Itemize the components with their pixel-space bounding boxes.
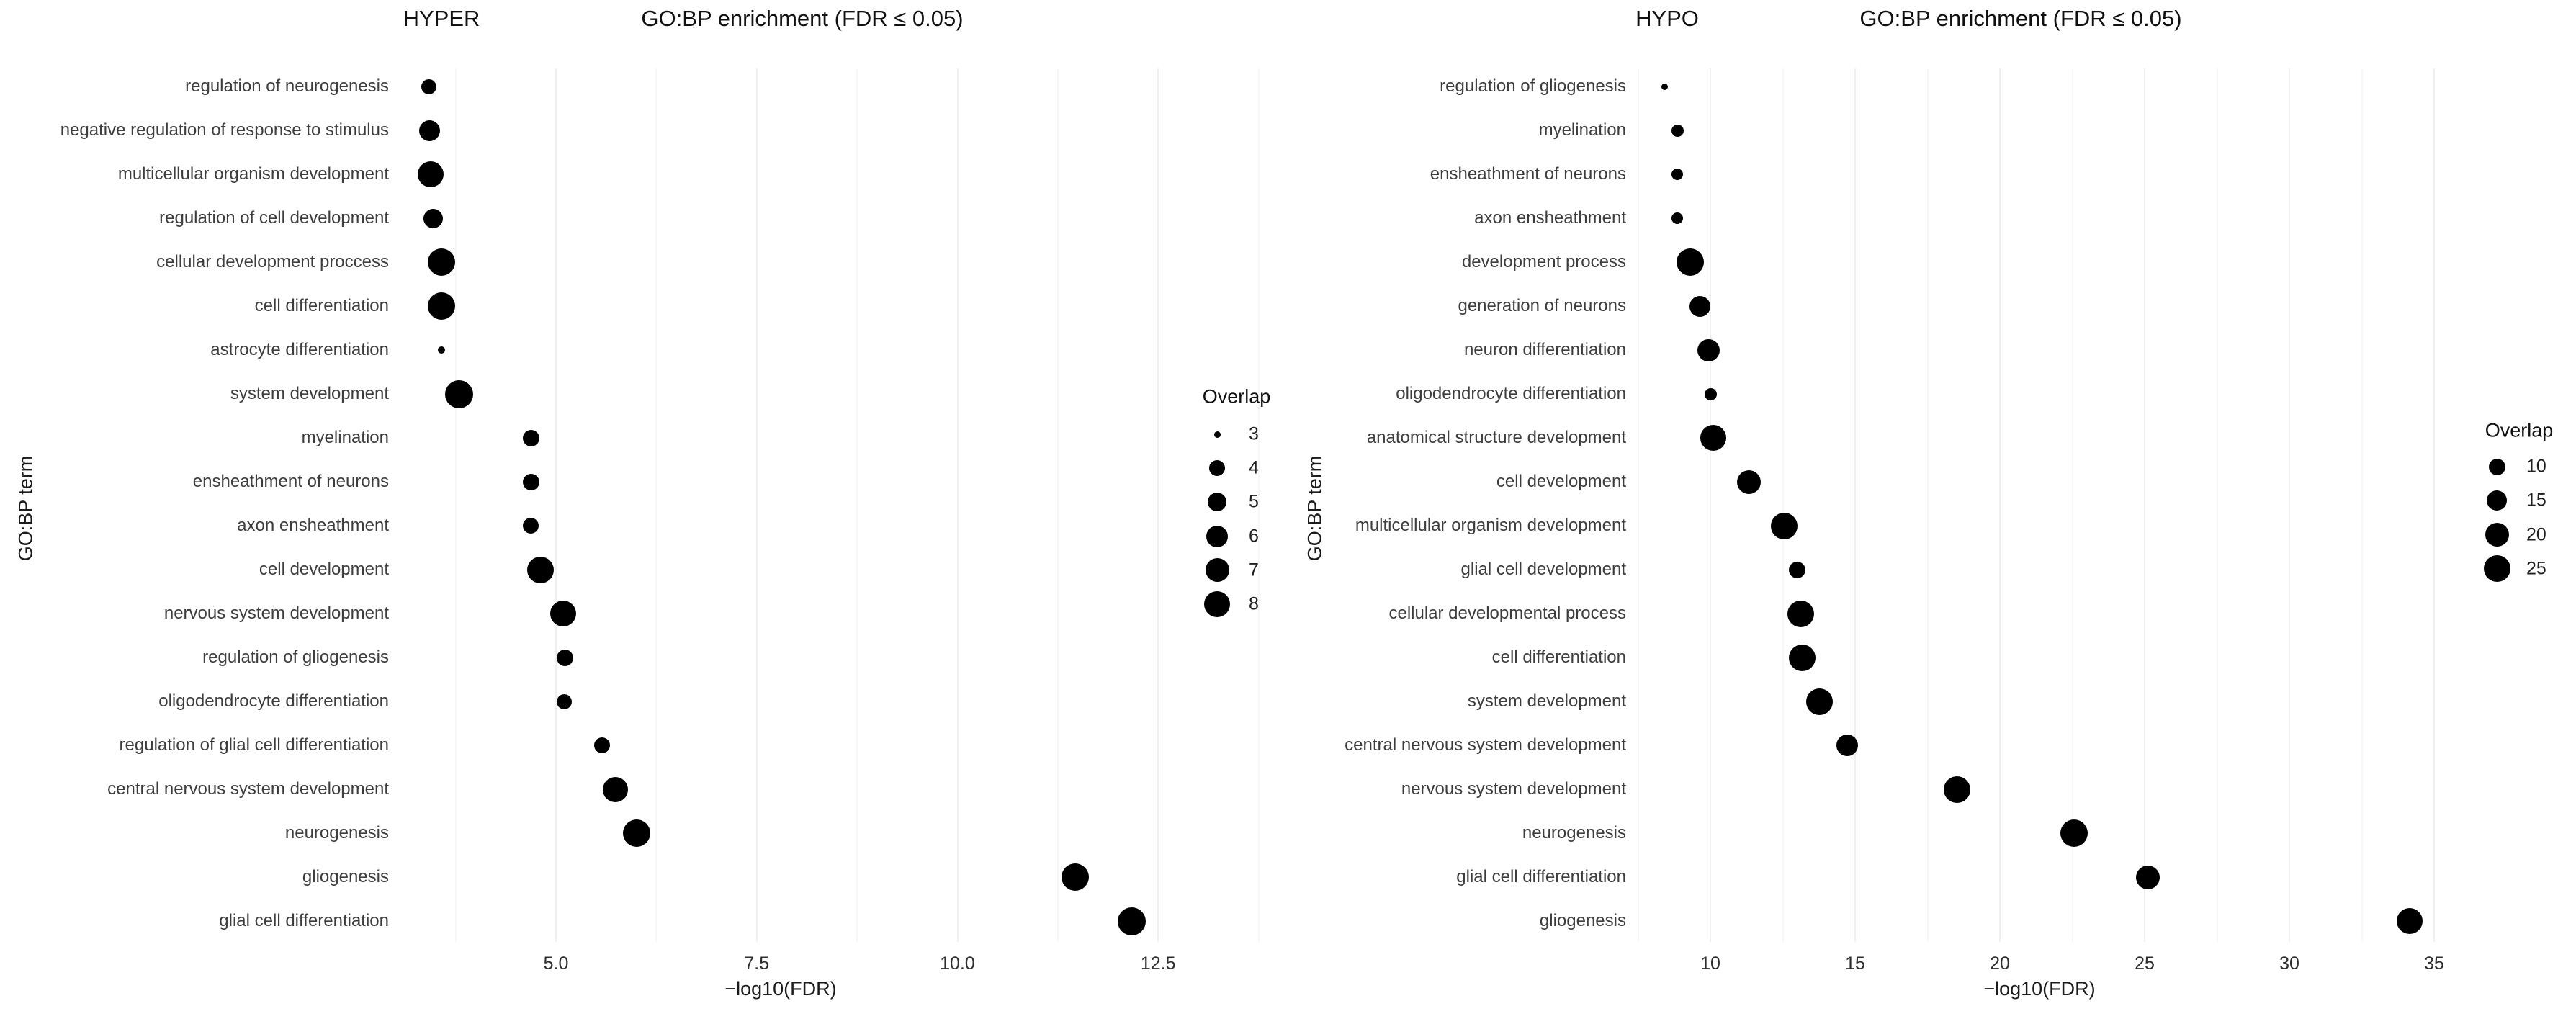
- data-point: [421, 79, 436, 94]
- legend-entry-label: 7: [1249, 560, 1259, 580]
- category-label: cell differentiation: [254, 296, 389, 315]
- x-axis-label-hyper: −log10(FDR): [724, 978, 837, 1000]
- data-point: [428, 292, 455, 320]
- gridline-minor: [1782, 68, 1784, 942]
- category-label: regulation of gliogenesis: [1440, 76, 1626, 96]
- data-point: [1771, 513, 1798, 539]
- category-label: cell differentiation: [1491, 647, 1626, 667]
- data-point: [523, 518, 539, 534]
- category-label: glial cell development: [1460, 560, 1626, 579]
- category-label: central nervous system development: [107, 779, 389, 799]
- x-tick-label: 20: [1990, 953, 2010, 974]
- category-label: regulation of neurogenesis: [185, 76, 389, 96]
- data-point: [594, 737, 610, 753]
- category-label: astrocyte differentiation: [210, 340, 389, 359]
- category-label: ensheathment of neurons: [1430, 164, 1626, 184]
- category-label: system development: [1467, 691, 1626, 711]
- data-point: [2397, 908, 2423, 934]
- data-point: [2136, 866, 2160, 889]
- data-point: [557, 650, 573, 666]
- category-label: glial cell differentiation: [219, 911, 389, 930]
- category-label: gliogenesis: [1539, 911, 1626, 930]
- data-point: [1689, 296, 1710, 317]
- category-label: cell development: [1496, 472, 1626, 491]
- x-tick-label: 30: [2279, 953, 2299, 974]
- gridline-major: [1999, 68, 2001, 942]
- category-label: nervous system development: [1401, 779, 1626, 799]
- category-label: multicellular organism development: [1355, 516, 1626, 535]
- gridline-minor: [1927, 68, 1929, 942]
- data-point: [1806, 688, 1833, 715]
- gridline-minor: [2072, 68, 2073, 942]
- category-label: nervous system development: [163, 603, 389, 623]
- gridline-major: [2289, 68, 2290, 942]
- panel-title-hypo: GO:BP enrichment (FDR ≤ 0.05): [1859, 6, 2182, 31]
- gridline-major: [1157, 68, 1159, 942]
- gridline-minor: [2361, 68, 2363, 942]
- data-point: [1118, 907, 1146, 935]
- legend-dot: [1214, 431, 1221, 438]
- category-label: neuron differentiation: [1463, 340, 1626, 359]
- data-point: [1789, 645, 1816, 671]
- legend-entry-label: 25: [2526, 558, 2546, 579]
- gridline-minor: [1638, 68, 1639, 942]
- panel-title-hyper: GO:BP enrichment (FDR ≤ 0.05): [641, 6, 964, 31]
- data-point: [1737, 470, 1761, 494]
- legend-entry-label: 10: [2526, 456, 2546, 477]
- gridline-minor: [455, 68, 457, 942]
- category-label: regulation of gliogenesis: [202, 647, 389, 667]
- x-tick-label: 35: [2424, 953, 2444, 974]
- x-tick-label: 10.0: [940, 953, 975, 974]
- gridline-major: [957, 68, 959, 942]
- category-label: cell development: [259, 560, 389, 579]
- legend-dot: [1206, 558, 1229, 582]
- gridline-major: [1710, 68, 1711, 942]
- legend-title-hyper: Overlap: [1202, 385, 1271, 408]
- category-label: multicellular organism development: [117, 164, 389, 184]
- data-point: [527, 557, 554, 583]
- data-point: [418, 161, 444, 187]
- category-label: negative regulation of response to stimulus: [60, 120, 389, 140]
- data-point: [623, 819, 650, 847]
- gridline-major: [555, 68, 557, 942]
- legend-entry-label: 3: [1249, 423, 1259, 444]
- legend-entry-label: 5: [1249, 491, 1259, 512]
- legend-title-hypo: Overlap: [2485, 419, 2554, 441]
- x-tick-label: 10: [1700, 953, 1720, 974]
- gridline-major: [2144, 68, 2145, 942]
- legend-dot: [2484, 555, 2510, 582]
- legend-dot: [1208, 493, 1226, 511]
- category-label: anatomical structure development: [1366, 428, 1626, 447]
- category-label: myelination: [301, 428, 389, 447]
- category-label: cellular developmental process: [1388, 603, 1626, 623]
- gridline-major: [1854, 68, 1856, 942]
- data-point: [419, 120, 440, 141]
- category-label: glial cell differentiation: [1456, 867, 1626, 886]
- data-point: [438, 346, 445, 354]
- legend-dot: [1204, 591, 1230, 617]
- legend-entry-label: 4: [1249, 457, 1259, 478]
- category-label: generation of neurons: [1458, 296, 1626, 315]
- data-point: [1944, 776, 1970, 803]
- category-label: development process: [1461, 252, 1626, 271]
- y-axis-label-hypo: GO:BP term: [1303, 455, 1326, 562]
- data-point: [557, 694, 572, 709]
- data-point: [1661, 84, 1668, 90]
- category-label: regulation of cell development: [159, 208, 389, 228]
- gridline-major: [2433, 68, 2435, 942]
- x-tick-label: 5.0: [543, 953, 569, 974]
- y-axis-label-hyper: GO:BP term: [14, 455, 37, 562]
- x-tick-label: 12.5: [1140, 953, 1176, 974]
- legend-dot: [1206, 526, 1228, 547]
- gridline-minor: [1057, 68, 1059, 942]
- data-point: [550, 601, 576, 626]
- category-label: gliogenesis: [302, 867, 389, 886]
- category-label: central nervous system development: [1345, 735, 1626, 755]
- category-label: neurogenesis: [284, 823, 389, 843]
- data-point: [1671, 212, 1683, 224]
- legend-entry-label: 8: [1249, 593, 1259, 614]
- gridline-minor: [856, 68, 858, 942]
- gridline-minor: [2217, 68, 2218, 942]
- legend-entry-label: 6: [1249, 526, 1259, 547]
- data-point: [1836, 735, 1858, 756]
- category-label: oligodendrocyte differentiation: [158, 691, 389, 711]
- category-label: neurogenesis: [1522, 823, 1626, 843]
- legend-dot: [2489, 459, 2505, 475]
- panel-tag-hyper: HYPER: [403, 6, 480, 31]
- category-label: ensheathment of neurons: [192, 472, 389, 491]
- data-point: [1700, 425, 1726, 451]
- category-label: myelination: [1538, 120, 1626, 140]
- data-point: [2060, 819, 2088, 847]
- data-point: [523, 474, 539, 490]
- data-point: [423, 209, 443, 228]
- data-point: [1789, 562, 1805, 578]
- data-point: [1697, 339, 1720, 361]
- data-point: [1677, 248, 1704, 276]
- data-point: [1671, 125, 1684, 137]
- x-tick-label: 7.5: [744, 953, 770, 974]
- x-tick-label: 15: [1845, 953, 1865, 974]
- gridline-major: [756, 68, 758, 942]
- category-label: oligodendrocyte differentiation: [1396, 384, 1626, 403]
- data-point: [445, 380, 473, 408]
- legend-entry-label: 15: [2526, 490, 2546, 511]
- data-point: [603, 777, 628, 802]
- panel-tag-hypo: HYPO: [1635, 6, 1699, 31]
- data-point: [1705, 388, 1717, 400]
- data-point: [1062, 863, 1089, 891]
- category-label: axon ensheathment: [1474, 208, 1626, 228]
- legend-dot: [2485, 523, 2509, 547]
- x-tick-label: 25: [2135, 953, 2155, 974]
- gridline-minor: [655, 68, 657, 942]
- data-point: [1671, 169, 1683, 180]
- category-label: system development: [230, 384, 389, 403]
- category-label: regulation of glial cell differentiation: [119, 735, 389, 755]
- x-axis-label-hypo: −log10(FDR): [1983, 978, 2096, 1000]
- data-point: [1787, 601, 1814, 627]
- legend-dot: [2487, 490, 2507, 511]
- category-label: cellular development proccess: [156, 252, 389, 271]
- data-point: [428, 248, 455, 276]
- legend-entry-label: 20: [2526, 524, 2546, 545]
- data-point: [523, 430, 539, 446]
- category-label: axon ensheathment: [237, 516, 389, 535]
